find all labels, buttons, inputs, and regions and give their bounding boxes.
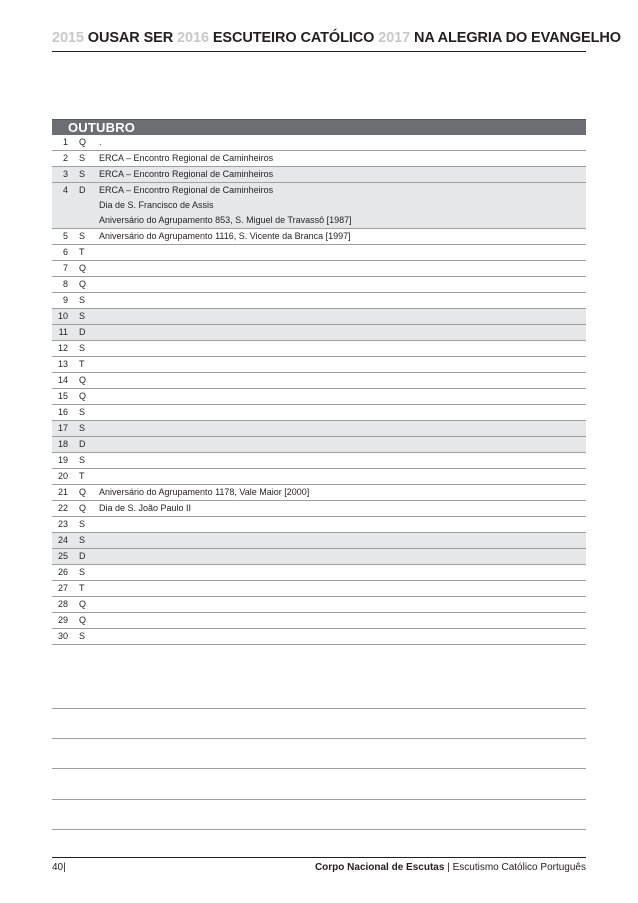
weekday-letter: S (79, 407, 86, 417)
day-number: 5 (62, 231, 68, 241)
month-title-bar (52, 119, 586, 135)
calendar-row (52, 341, 586, 357)
weekday-letter: T (79, 247, 85, 257)
day-number: 20 (57, 471, 68, 481)
day-events (99, 135, 102, 150)
calendar-row (52, 629, 586, 645)
event-text: Aniversário do Agrupamento 853, S. Miguel de Travassô [1987] (99, 215, 352, 225)
page-header (52, 30, 621, 50)
weekday-letter: S (79, 567, 86, 577)
footer-rule (52, 857, 586, 858)
weekday-letter: S (79, 295, 86, 305)
day-events (99, 485, 309, 500)
day-number: 23 (57, 519, 68, 529)
footer-org-name: Corpo Nacional de Escutas (314, 862, 445, 873)
day-number: 27 (57, 583, 68, 593)
calendar-row (52, 389, 586, 405)
weekday-letter: D (79, 551, 86, 561)
header-phrase-2: ESCUTEIRO CATÓLICO (212, 30, 375, 46)
weekday-letter: D (79, 327, 86, 337)
weekday-letter: S (79, 519, 86, 529)
weekday-letter: D (79, 439, 86, 449)
weekday-letter: S (79, 311, 86, 321)
event-text: Dia de S. Francisco de Assis (99, 200, 214, 210)
header-year-2016: 2016 (177, 30, 209, 46)
weekday-letter: S (79, 423, 86, 433)
calendar-row (52, 183, 586, 229)
day-number: 11 (58, 327, 68, 337)
event-text: Aniversário do Agrupamento 1178, Vale Maior [2000] (99, 487, 310, 497)
event-text: Dia de S. João Paulo II (99, 503, 192, 513)
calendar-row (52, 501, 586, 517)
weekday-letter: S (79, 631, 86, 641)
day-number: 14 (57, 375, 68, 385)
calendar-row (52, 469, 586, 485)
day-number: 8 (62, 279, 68, 289)
day-events (99, 183, 352, 228)
calendar-row (52, 533, 586, 549)
day-number: 28 (57, 599, 68, 609)
weekday-letter: Q (79, 279, 87, 289)
note-line (52, 768, 586, 769)
day-number: 12 (57, 343, 68, 353)
calendar-row (52, 357, 586, 373)
day-number: 22 (57, 503, 68, 513)
weekday-letter: T (79, 471, 85, 481)
event-text: ERCA – Encontro Regional de Caminheiros (99, 169, 274, 179)
calendar-row (52, 135, 586, 151)
calendar-row (52, 229, 586, 245)
note-line (52, 738, 586, 739)
weekday-letter: S (79, 343, 86, 353)
weekday-letter: S (79, 169, 86, 179)
calendar-row (52, 277, 586, 293)
calendar-table (52, 135, 586, 645)
weekday-letter: D (79, 185, 86, 195)
header-year-2017: 2017 (378, 30, 411, 46)
note-line (52, 829, 586, 830)
calendar-row (52, 373, 586, 389)
calendar-row (52, 245, 586, 261)
day-number: 9 (62, 295, 68, 305)
day-number: 29 (57, 615, 68, 625)
day-number: 19 (57, 455, 68, 465)
calendar-row (52, 549, 586, 565)
calendar-row (52, 405, 586, 421)
day-events (99, 229, 351, 244)
weekday-letter: Q (79, 599, 87, 609)
footer-org-separator: | (447, 862, 450, 873)
calendar-row (52, 581, 586, 597)
header-rule (52, 51, 586, 52)
day-number: 6 (62, 247, 68, 257)
calendar-row (52, 437, 586, 453)
day-number: 18 (57, 439, 68, 449)
day-number: 1 (62, 137, 68, 147)
page-number-separator: | (63, 862, 66, 873)
header-phrase-3: NA ALEGRIA DO EVANGELHO (414, 30, 621, 46)
footer-organization (315, 862, 586, 873)
day-number: 2 (62, 153, 68, 163)
weekday-letter: Q (79, 137, 87, 147)
day-events (99, 501, 191, 516)
note-line (52, 708, 586, 709)
weekday-letter: T (79, 359, 85, 369)
calendar-row (52, 421, 586, 437)
day-number: 4 (62, 185, 68, 195)
month-title: OUTUBRO (68, 120, 136, 135)
day-number: 17 (57, 423, 68, 433)
day-events (99, 167, 273, 182)
calendar-row (52, 613, 586, 629)
calendar-row (52, 517, 586, 533)
weekday-letter: Q (79, 487, 87, 497)
day-number: 21 (57, 487, 68, 497)
header-phrase-1: OUSAR SER (87, 30, 174, 46)
event-text: . (99, 137, 102, 147)
page-number (52, 862, 66, 873)
weekday-letter: S (79, 231, 86, 241)
calendar-row (52, 453, 586, 469)
weekday-letter: S (79, 535, 86, 545)
weekday-letter: Q (79, 375, 87, 385)
day-number: 13 (57, 359, 68, 369)
weekday-letter: Q (79, 503, 87, 513)
calendar-row (52, 325, 586, 341)
calendar-row (52, 309, 586, 325)
event-text: ERCA – Encontro Regional de Caminheiros (99, 185, 274, 195)
calendar-row (52, 485, 586, 501)
day-events (99, 151, 273, 166)
calendar-row (52, 293, 586, 309)
page-number-value: 40 (52, 862, 64, 873)
weekday-letter: Q (79, 263, 87, 273)
note-line (52, 799, 586, 800)
day-number: 24 (57, 535, 68, 545)
calendar-row (52, 597, 586, 613)
weekday-letter: Q (79, 615, 87, 625)
weekday-letter: Q (79, 391, 87, 401)
header-year-2015: 2015 (52, 30, 84, 46)
day-number: 7 (62, 263, 68, 273)
calendar-row (52, 167, 586, 183)
day-number: 26 (57, 567, 68, 577)
day-number: 25 (57, 551, 68, 561)
event-text: ERCA – Encontro Regional de Caminheiros (99, 153, 274, 163)
weekday-letter: S (79, 153, 86, 163)
calendar-row (52, 261, 586, 277)
day-number: 10 (57, 311, 68, 321)
day-number: 16 (57, 407, 68, 417)
event-text: Aniversário do Agrupamento 1116, S. Vicente da Branca [1997] (99, 231, 351, 241)
calendar-row (52, 565, 586, 581)
footer-org-tagline: Escutismo Católico Português (452, 862, 586, 873)
day-number: 30 (57, 631, 68, 641)
day-number: 3 (62, 169, 68, 179)
calendar-row (52, 151, 586, 167)
weekday-letter: S (79, 455, 86, 465)
weekday-letter: T (79, 583, 85, 593)
day-number: 15 (57, 391, 68, 401)
